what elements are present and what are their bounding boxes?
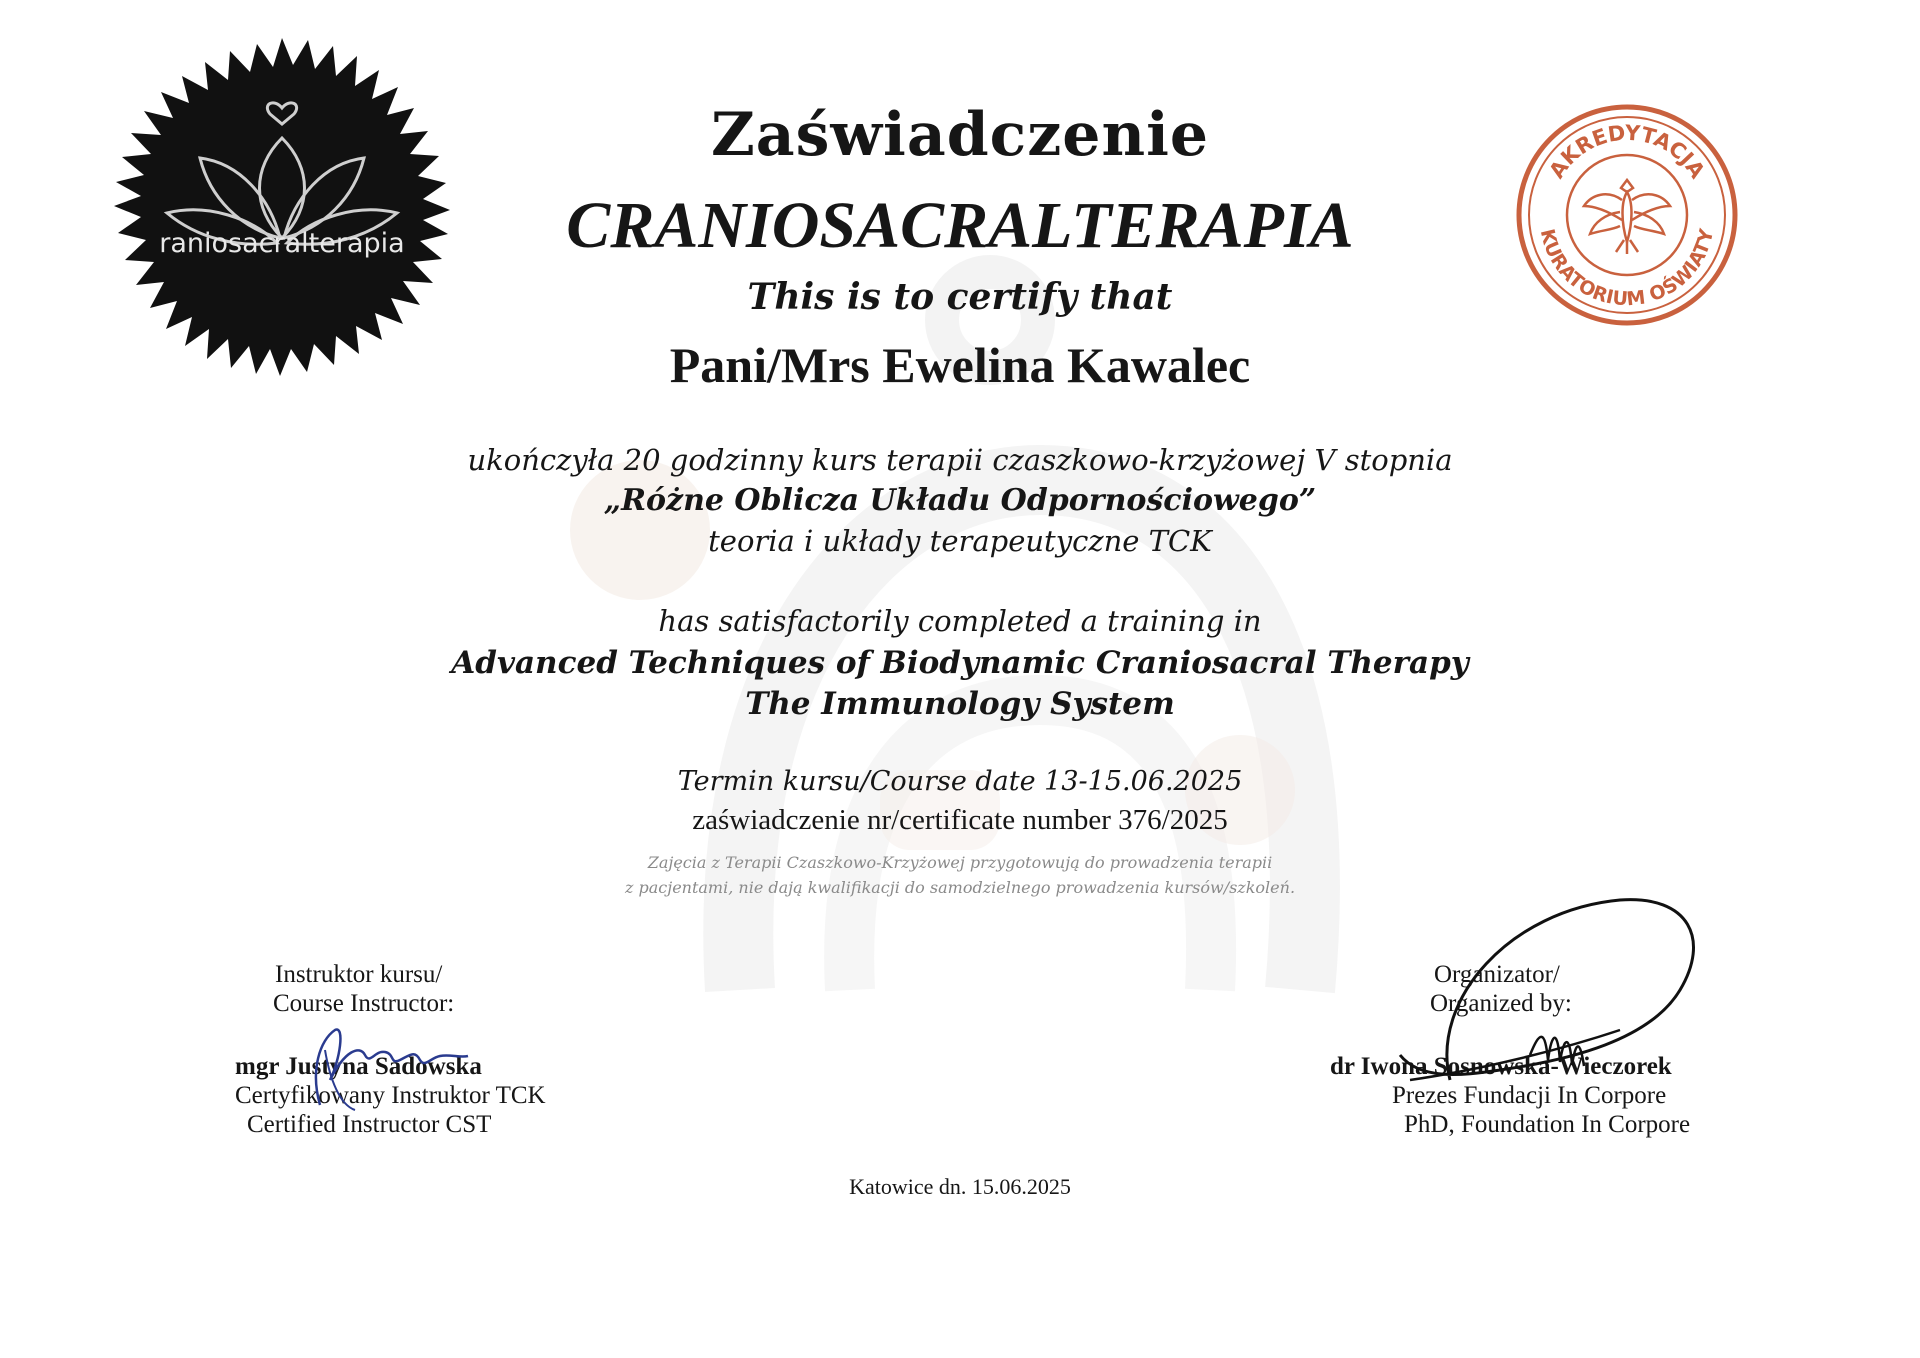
- organizer-label-1: Organizator/: [1434, 961, 1560, 988]
- instructor-name: mgr Justyna Sadowska: [235, 1053, 482, 1080]
- instructor-label-2: Course Instructor:: [273, 990, 455, 1017]
- organizer-title-1: Prezes Fundacji In Corpore: [1392, 1082, 1667, 1109]
- certificate-number: zaświadczenie nr/certificate number 376/2025: [692, 804, 1228, 836]
- organizer-name: dr Iwona Sosnowska-Wieczorek: [1330, 1053, 1672, 1080]
- english-course-name: Advanced Techniques of Biodynamic Craniosacral Therapy: [451, 645, 1469, 681]
- stamp-top-text: AKREDYTACJA: [1544, 120, 1710, 183]
- certificate-subtitle: CRANIOSACRALTERAPIA: [566, 189, 1354, 262]
- course-date: Termin kursu/Course date 13-15.06.2025: [677, 766, 1243, 797]
- organizer-label-2: Organized by:: [1430, 990, 1572, 1017]
- disclaimer-line-1: Zajęcia z Terapii Czaszkowo-Krzyżowej przygotowują do prowadzenia terapii: [647, 853, 1273, 872]
- organizer-title-2: PhD, Foundation In Corpore: [1404, 1111, 1691, 1138]
- instructor-label-1: Instruktor kursu/: [275, 961, 443, 988]
- polish-course-name: „Różne Oblicza Układu Odpornościowego”: [603, 483, 1317, 518]
- seal-left-text: raniosacralterapia: [159, 228, 405, 259]
- organizer-signature: [1390, 880, 1720, 1120]
- certify-line: This is to certify that: [747, 276, 1173, 318]
- stamp-bottom-text: KURATORIUM OŚWIATY: [1535, 226, 1719, 311]
- instructor-title-2: Certified Instructor CST: [247, 1111, 492, 1138]
- disclaimer-line-2: z pacjentami, nie dają kwalifikacji do samodzielnego prowadzenia kursów/szkoleń.: [624, 878, 1296, 897]
- english-course-topic: The Immunology System: [745, 686, 1175, 722]
- polish-line-1: ukończyła 20 godzinny kurs terapii czaszkowo-krzyżowej V stopnia: [467, 443, 1453, 477]
- polish-line-3: teoria i układy terapeutyczne TCK: [708, 524, 1212, 558]
- instructor-signature: [300, 1010, 480, 1120]
- recipient-name: Pani/Mrs Ewelina Kawalec: [669, 337, 1251, 393]
- instructor-title-1: Certyfikowany Instruktor TCK: [235, 1082, 546, 1109]
- english-line-1: has satisfactorily completed a training in: [658, 604, 1262, 638]
- certificate-title: Zaświadczenie: [710, 100, 1210, 170]
- place-and-date: Katowice dn. 15.06.2025: [849, 1174, 1071, 1199]
